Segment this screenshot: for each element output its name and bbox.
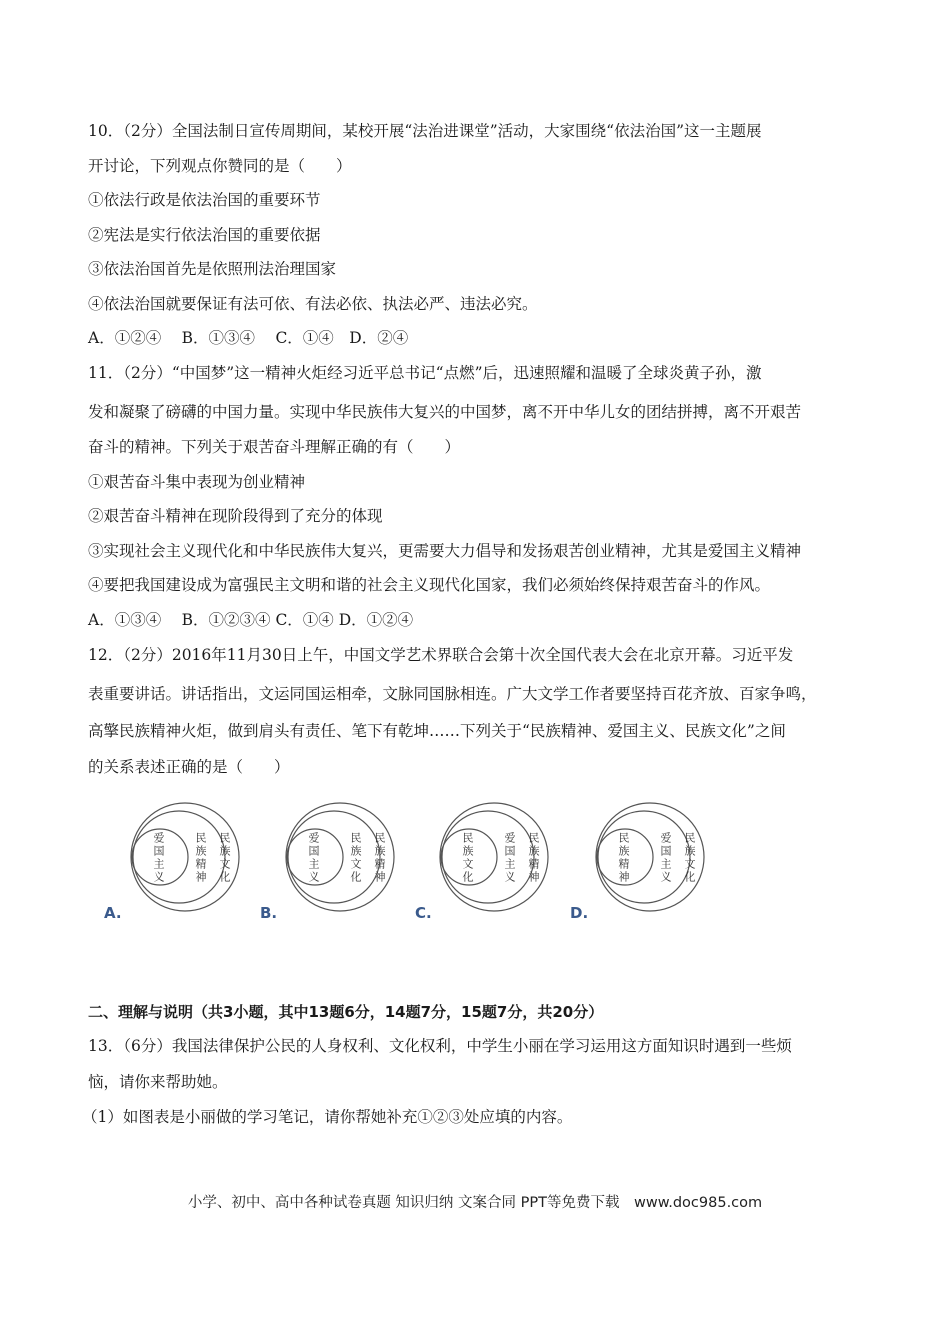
q12-diagram-b: [260, 803, 394, 922]
q11-options: A．①③④ B．①②③④ C．①④ D．①②④: [88, 611, 414, 629]
q11-statement-3: ③实现社会主义现代化和中华民族伟大复兴，更需要大力倡导和发扬艰苦创业精神，尤其是爱国主义精神: [88, 542, 802, 560]
outer-label: 民族精神: [528, 831, 540, 884]
middle-label: 爱国主义: [504, 831, 516, 884]
q11-stem-line3: 奋斗的精神。下列关于艰苦奋斗理解正确的有（ ）: [88, 438, 461, 456]
outer-label: 民族精神: [374, 831, 386, 884]
outer-label: 民族文化: [219, 831, 231, 884]
section-2-heading: 二、理解与说明（共3小题，其中13题6分，14题7分，15题7分，共20分）: [88, 1003, 604, 1021]
middle-circle: [442, 811, 534, 903]
option-letter: A.: [104, 904, 122, 922]
option-letter: C.: [415, 904, 432, 922]
q10-statement-3: ③依法治国首先是依照刑法治理国家: [88, 260, 337, 278]
q11-stem-line2: 发和凝聚了磅礴的中国力量。实现中华民族伟大复兴的中国梦，离不开中华儿女的团结拼搏，离不开艰苦: [88, 403, 802, 421]
q12-stem-line3: 高擎民族精神火炬，做到肩头有责任、笔下有乾坤……下列关于“民族精神、爱国主义、民族文化”之间: [88, 722, 786, 740]
q10-statement-1: ①依法行政是依法治国的重要环节: [88, 191, 321, 209]
q12-diagram-c: [415, 803, 548, 922]
inner-label: 爱国主义: [308, 831, 320, 884]
q10-statement-4: ④依法治国就要保证有法可依、有法必依、执法必严、违法必究。: [88, 295, 538, 313]
q11-statement-2: ②艰苦奋斗精神在现阶段得到了充分的体现: [88, 507, 383, 525]
middle-label: 民族精神: [195, 831, 207, 884]
q10-statement-2: ②宪法是实行依法治国的重要依据: [88, 226, 321, 244]
q12-stem-line2: 表重要讲话。讲话指出，文运同国运相牵，文脉同国脉相连。广大文学工作者要坚持百花齐放、百家争鸣，: [88, 685, 817, 703]
inner-label: 爱国主义: [153, 831, 165, 884]
inner-label: 民族文化: [462, 831, 474, 884]
middle-circle: [288, 811, 380, 903]
option-letter: D.: [570, 904, 589, 922]
page-footer: 小学、初中、高中各种试卷真题 知识归纳 文案合同 PPT等免费下载 www.doc985.com: [187, 1195, 763, 1211]
q12-stem-line1: 12．（2分）2016年11月30日上午，中国文学艺术界联合会第十次全国代表大会在北京开幕。习近平发: [88, 646, 794, 664]
q11-statement-4: ④要把我国建设成为富强民主文明和谐的社会主义现代化国家，我们必须始终保持艰苦奋斗的作风。: [88, 576, 771, 594]
middle-label: 爱国主义: [660, 831, 672, 884]
q11-stem-line1: 11．（2分）“中国梦”这一精神火炬经习近平总书记“点燃”后，迅速照耀和温暖了全球炎黄子孙，激: [88, 364, 762, 382]
q11-statement-1: ①艰苦奋斗集中表现为创业精神: [88, 473, 306, 491]
q10-stem-line1: 10．（2分）全国法制日宣传周期间，某校开展“法治进课堂”活动，大家围绕“依法治国”这一主题展: [88, 122, 762, 140]
q10-options: A．①②④ B．①③④ C．①④ D．②④: [88, 329, 409, 347]
middle-circle: [133, 811, 225, 903]
option-letter: B.: [260, 904, 278, 922]
q12-diagram-a: [104, 803, 239, 922]
q10-stem-line2: 开讨论，下列观点你赞同的是（ ）: [88, 157, 352, 175]
inner-label: 民族精神: [618, 831, 630, 884]
q13-stem-line1: 13．（6分）我国法律保护公民的人身权利、文化权利，中学生小丽在学习运用这方面知识时遇到一些烦: [88, 1037, 792, 1055]
q13-sub-question-1: （1）如图表是小丽做的学习笔记，请你帮她补充①②③处应填的内容。: [82, 1108, 573, 1126]
q12-stem-line4: 的关系表述正确的是（ ）: [88, 758, 290, 776]
q13-stem-line2: 恼，请你来帮助她。: [88, 1073, 228, 1091]
q12-diagram-d: [570, 803, 704, 922]
outer-label: 民族文化: [684, 831, 696, 884]
middle-circle: [598, 811, 690, 903]
middle-label: 民族文化: [350, 831, 362, 884]
